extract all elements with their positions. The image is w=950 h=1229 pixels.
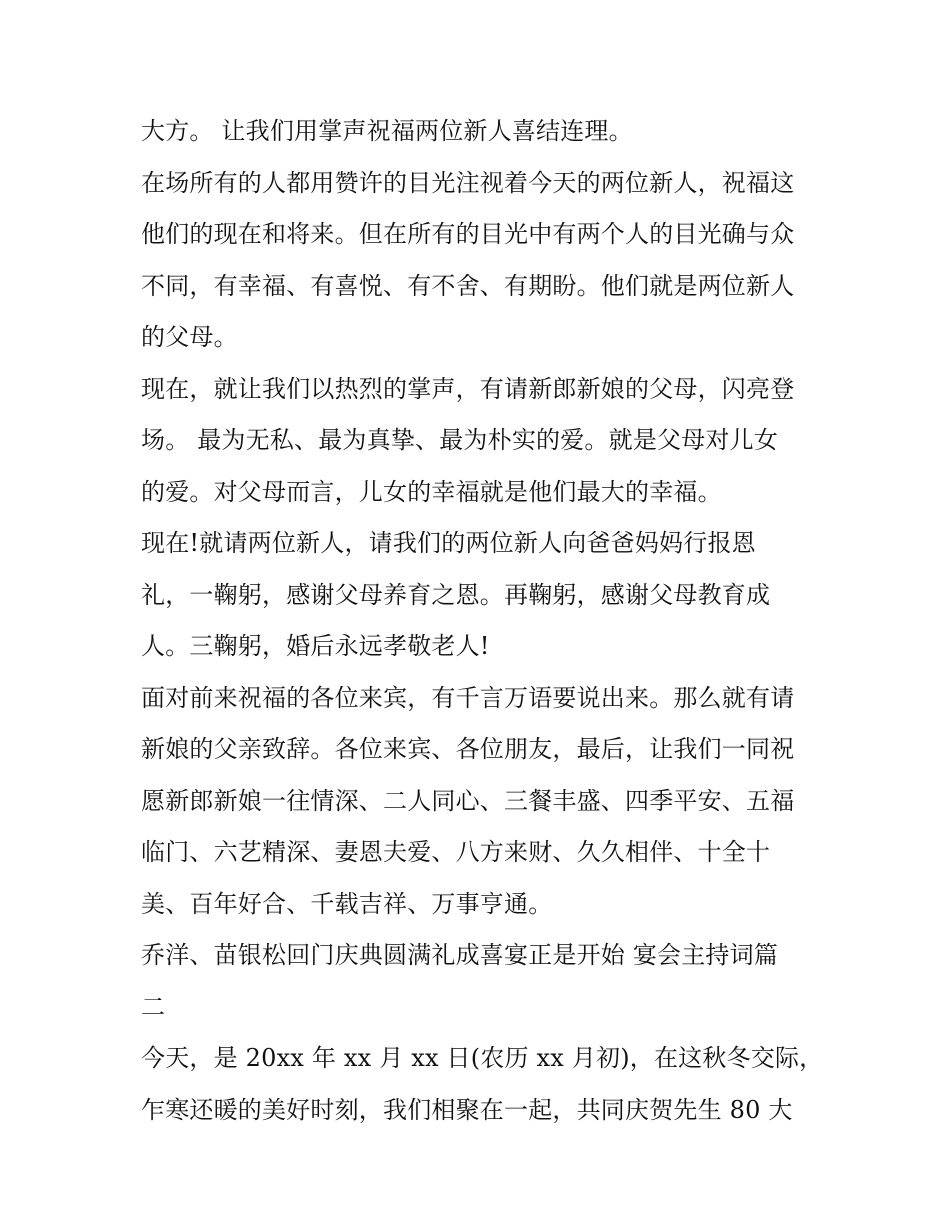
text-line: 乔洋、苗银松回门庆典圆满礼成喜宴正是开始 宴会主持词篇	[141, 941, 779, 969]
text-line: 大方。 让我们用掌声祝福两位新人喜结连理。	[141, 117, 633, 145]
text-line: 面对前来祝福的各位来宾，有千言万语要说出来。那么就有请	[141, 683, 795, 712]
text-line: 现在，就让我们以热烈的掌声，有请新郎新娘的父母，闪亮登	[141, 374, 795, 403]
text-line: 临门、六艺精深、妻恩夫爱、八方来财、久久相伴、十全十	[141, 838, 771, 866]
text-line: 现在!就请两位新人，请我们的两位新人向爸爸妈妈行报恩	[141, 529, 756, 557]
text-line: 在场所有的人都用赞许的目光注视着今天的两位新人，祝福这	[141, 168, 795, 197]
text-line: 新娘的父亲致辞。各位来宾、各位朋友，最后，让我们一同祝	[141, 735, 795, 763]
text-line: 的父母。	[141, 323, 238, 351]
text-line: 场。 最为无私、最为真挚、最为朴实的爱。就是父母对儿女	[141, 426, 779, 454]
text-line: 今天，是 20xx 年 xx 月 xx 日(农历 xx 月初)，在这秋冬交际，	[141, 1044, 824, 1072]
text-line: 美、百年好合、千载吉祥、万事亨通。	[141, 889, 553, 918]
document-body	[141, 106, 824, 1136]
text-line: 他们的现在和将来。但在所有的目光中有两个人的目光确与众	[141, 220, 795, 248]
text-line: 人。三鞠躬，婚后永远孝敬老人!	[141, 632, 490, 660]
text-line: 乍寒还暖的美好时刻，我们相聚在一起，共同庆贺先生 80 大	[141, 1095, 793, 1124]
text-line: 愿新郎新娘一往情深、二人同心、三餐丰盛、四季平安、五福	[141, 786, 795, 815]
text-line: 二	[141, 992, 166, 1021]
text-line: 礼，一鞠躬，感谢父母养育之恩。再鞠躬，感谢父母教育成	[141, 580, 771, 609]
text-line: 的爱。对父母而言，儿女的幸福就是他们最大的幸福。	[141, 477, 722, 506]
text-line: 不同，有幸福、有喜悦、有不舍、有期盼。他们就是两位新人	[141, 271, 795, 300]
